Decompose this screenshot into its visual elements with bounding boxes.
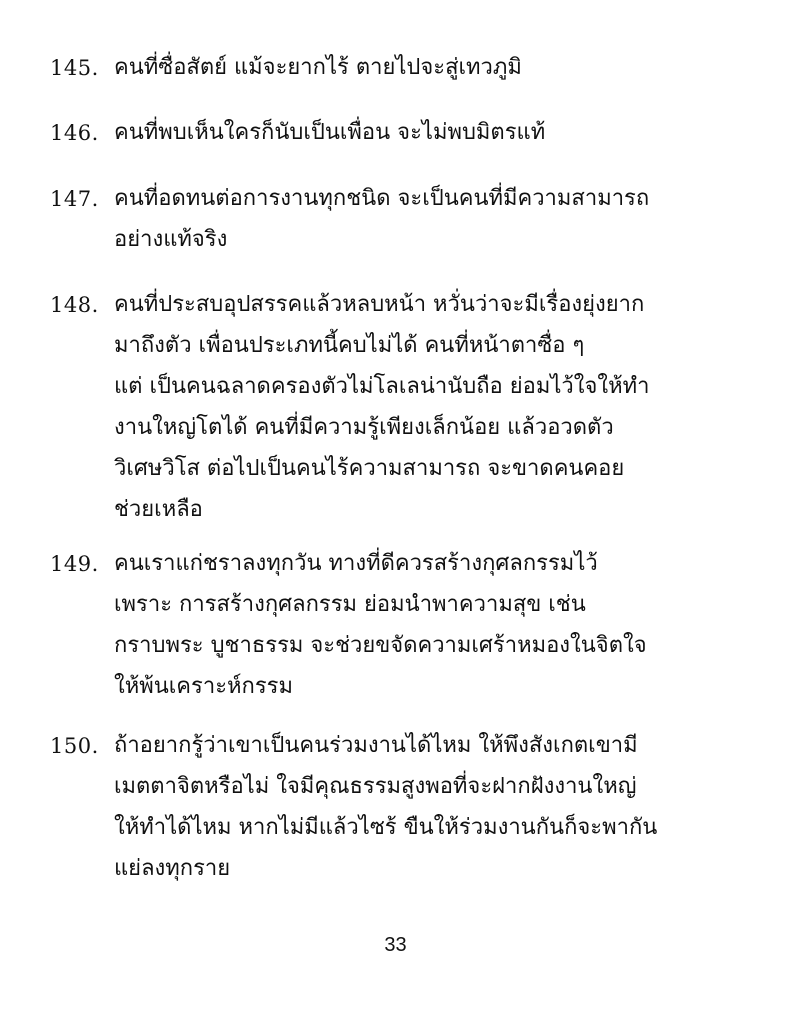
item-text-line: คนเราแก่ชราลงทุกวัน ทางที่ดีควรสร้างกุศลกรรมไว้ xyxy=(114,551,598,576)
item-text-line: ช่วยเหลือ xyxy=(114,497,203,522)
item-number: 149. xyxy=(50,552,99,576)
item-number: 148. xyxy=(50,293,99,317)
item-text-line: คนที่พบเห็นใครก็นับเป็นเพื่อน จะไม่พบมิตรแท้ xyxy=(114,120,546,145)
item-text-line: เพราะ การสร้างกุศลกรรม ย่อมนำพาความสุข เช่น xyxy=(114,592,586,617)
item-text-line: ให้พ้นเคราะห์กรรม xyxy=(114,674,293,699)
item-text-line: อย่างแท้จริง xyxy=(114,227,228,252)
item-text-line: คนที่ประสบอุปสรรคแล้วหลบหน้า หวั่นว่าจะมีเรื่องยุ่งยาก xyxy=(114,292,645,317)
item-text-line: วิเศษวิโส ต่อไปเป็นคนไร้ความสามารถ จะขาดคนคอย xyxy=(114,456,625,481)
item-text-line: งานใหญ่โตได้ คนที่มีความรู้เพียงเล็กน้อย แล้วอวดตัว xyxy=(114,415,614,440)
item-text-line: ให้ทำได้ไหม หากไม่มีแล้วไซร้ ขืนให้ร่วมงานกันก็จะพากัน xyxy=(114,815,658,840)
item-text-line: แย่ลงทุกราย xyxy=(114,856,231,881)
page-number: 33 xyxy=(384,934,407,956)
item-text-line: คนที่ซื่อสัตย์ แม้จะยากไร้ ตายไปจะสู่เทวภูมิ xyxy=(114,55,522,80)
item-text-line: คนที่อดทนต่อการงานทุกชนิด จะเป็นคนที่มีความสามารถ xyxy=(114,186,650,211)
item-number: 150. xyxy=(50,734,99,758)
item-number: 145. xyxy=(50,56,99,80)
item-text-line: มาถึงตัว เพื่อนประเภทนี้คบไม่ได้ คนที่หน้าตาซื่อ ๆ xyxy=(114,333,585,358)
item-text-line: ถ้าอยากรู้ว่าเขาเป็นคนร่วมงานได้ไหม ให้พึงสังเกตเขามี xyxy=(114,733,638,758)
item-number: 146. xyxy=(50,121,99,145)
item-number: 147. xyxy=(50,187,99,211)
item-text-line: เมตตาจิตหรือไม่ ใจมีคุณธรรมสูงพอที่จะฝากฝังงานใหญ่ xyxy=(114,774,637,799)
item-text-line: กราบพระ บูชาธรรม จะช่วยขจัดความเศร้าหมองในจิตใจ xyxy=(114,633,647,658)
item-text-line: แต่ เป็นคนฉลาดครองตัวไม่โลเลน่านับถือ ย่อมไว้ใจให้ทำ xyxy=(114,374,650,399)
